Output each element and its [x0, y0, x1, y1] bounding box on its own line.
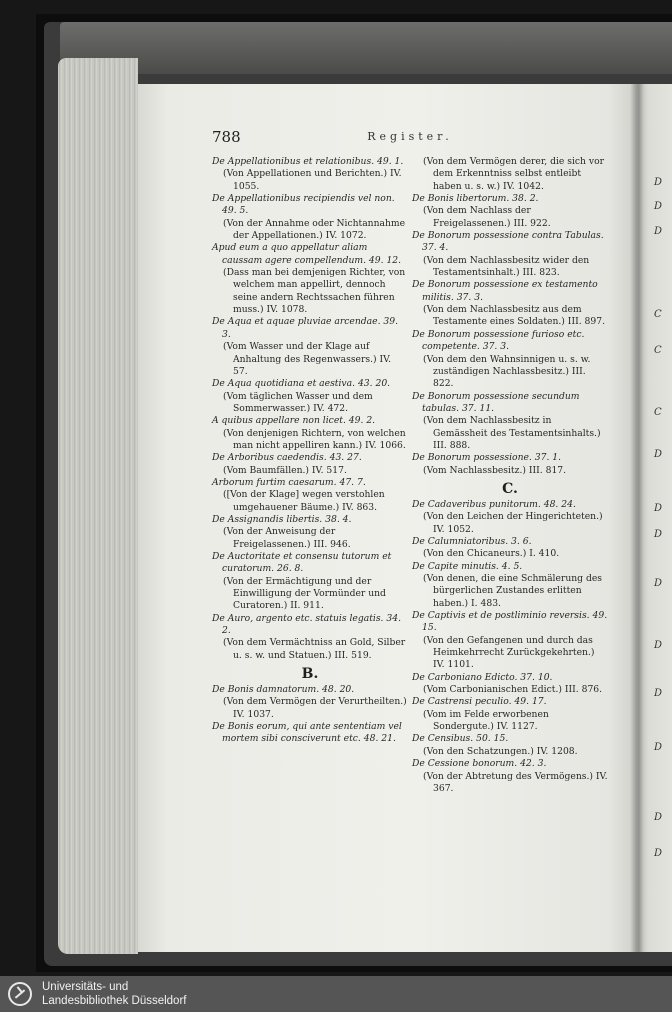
entry-title: De Bonorum possessione secundum tabulas. 37. 11.	[412, 390, 580, 414]
index-entry	[212, 477, 408, 514]
entry-title: De Cadaveribus punitorum. 48. 24.	[412, 498, 576, 510]
entry-translation: (Von dem Nachlassbesitz in Gemässheit des Testamentsinhalts.) III. 888.	[423, 415, 601, 451]
entry-title: De Carboniano Edicto. 37. 10.	[412, 671, 553, 683]
entry-translation: (Von dem Vermögen der Verurtheilten.) IV. 1037.	[223, 696, 407, 720]
entry-title: Arborum furtim caesarum. 47. 7.	[212, 476, 366, 488]
facing-page-fragment: D	[654, 529, 663, 540]
entry-title: De Arboribus caedendis. 43. 27.	[212, 452, 362, 464]
entry-title: Apud eum a quo appellatur aliam caussam agere compellendum. 49. 12.	[212, 242, 402, 266]
book-cover-top	[60, 22, 672, 74]
facing-page-fragment: D	[654, 201, 663, 212]
index-entry	[212, 452, 408, 477]
library-name	[42, 980, 186, 1008]
entry-title: De Castrensi peculio. 49. 17.	[412, 696, 547, 708]
entry-translation: (Von dem Nachlassbesitz wider den Testamentsinhalt.) III. 823.	[423, 254, 590, 279]
index-entry	[212, 514, 408, 551]
index-entry	[212, 193, 408, 242]
facing-page-fragment: D	[654, 226, 663, 237]
index-entry	[412, 329, 608, 391]
entry-translation: (Vom Wasser und der Klage auf Anhaltung des Regenwassers.) IV. 57.	[223, 341, 392, 377]
entry-translation: (Von den Schatzungen.) IV. 1208.	[423, 745, 578, 757]
index-entry	[212, 613, 408, 662]
library-name-line1: Universitäts- und	[42, 981, 129, 993]
entry-translation: (Von der Anweisung der Freigelassenen.) III. 946.	[223, 526, 351, 550]
index-entry	[412, 391, 608, 453]
index-entry	[412, 452, 608, 477]
index-entry	[412, 610, 608, 672]
entry-title: De Assignandis libertis. 38. 4.	[212, 513, 352, 525]
entry-translation: (Von der Abtretung des Vermögens.) IV. 367.	[423, 770, 608, 794]
entry-title: De Bonorum possessione furioso etc. competente. 37. 3.	[412, 328, 585, 353]
entry-title: De Censibus. 50. 15.	[412, 733, 509, 745]
book-gutter	[630, 84, 644, 952]
index-entry	[412, 696, 608, 733]
entry-translation: (Von denen, die eine Schmälerung des bürgerlichen Zustandes erlitten haben.) I. 483.	[423, 573, 602, 609]
index-entry	[412, 758, 608, 795]
entry-title: De Appellationibus recipiendis vel non. 49. 5.	[212, 193, 395, 217]
index-entry	[212, 156, 408, 193]
facing-page-fragment: C	[654, 309, 662, 320]
entry-title: De Bonorum possessione. 37. 1.	[412, 452, 562, 464]
facing-page-fragment: D	[654, 812, 663, 823]
entry-translation: (Vom im Felde erworbenen Sondergute.) IV. 1127.	[423, 708, 549, 733]
entry-translation: (Vom Carbonianischen Edict.) III. 876.	[423, 684, 603, 696]
entry-title: A quibus appellare non licet. 49. 2.	[212, 415, 376, 427]
facing-page-fragment: C	[654, 345, 662, 356]
entry-translation: (Vom Baumfällen.) IV. 517.	[223, 464, 347, 476]
index-entry	[412, 561, 608, 610]
facing-page-fragment: D	[654, 503, 663, 514]
entry-translation: (Von den Gefangenen und durch das Heimkehrrecht Zurückgekehrten.) IV. 1101.	[423, 634, 595, 671]
library-name-line2: Landesbibliothek Düsseldorf	[42, 995, 187, 1007]
entry-title: De Calumniatoribus. 3. 6.	[412, 535, 532, 547]
page-number: 788	[212, 128, 241, 146]
index-entry	[412, 733, 608, 758]
library-footer	[0, 976, 672, 1012]
entry-translation: (Von den Chicaneurs.) I. 410.	[423, 548, 560, 560]
section-letter: C.	[502, 480, 518, 497]
index-column-left	[212, 156, 408, 746]
entry-title: De Appellationibus et relationibus. 49. 1.	[212, 156, 404, 167]
entry-translation: (Von dem Nachlass der Freigelassenen.) III. 922.	[423, 205, 551, 229]
facing-page-fragment: D	[654, 177, 663, 188]
entry-translation: (Vom Nachlassbesitz.) III. 817.	[423, 464, 567, 476]
facing-page-fragment: C	[654, 407, 662, 418]
entry-title: De Bonorum possessione contra Tabulas. 37. 4.	[412, 230, 604, 254]
index-entry	[212, 415, 408, 452]
entry-title: De Auro, argento etc. statuis legatis. 34. 2.	[212, 612, 402, 637]
entry-title: De Auctoritate et consensu tutorum et curatorum. 26. 8.	[212, 551, 392, 575]
index-column-right	[412, 156, 608, 795]
index-entry	[412, 230, 608, 279]
entry-translation: (Von dem den Wahnsinnigen u. s. w. zuständigen Nachlassbesitz.) III. 822.	[423, 353, 591, 390]
entry-title: De Cessione bonorum. 42. 3.	[412, 758, 547, 770]
index-entry	[212, 378, 408, 415]
entry-translation: (Von der Annahme oder Nichtannahme der Appellationen.) IV. 1072.	[223, 217, 406, 242]
index-entry	[412, 156, 608, 193]
facing-page-fragment: D	[654, 449, 663, 460]
entry-translation: (Von Appellationen und Berichten.) IV. 1055.	[223, 168, 402, 192]
index-entry	[212, 316, 408, 378]
entry-translation: (Dass man bei demjenigen Richter, von welchem man appellirt, dennoch seine andern Rechtssachen führen muss.) IV. 1078.	[223, 267, 406, 316]
entry-title: De Capite minutis. 4. 5.	[412, 560, 523, 572]
entry-title: De Aqua et aquae pluviae arcendae. 39. 3.	[212, 316, 399, 340]
entry-title: De Bonis libertorum. 38. 2.	[412, 193, 539, 205]
entry-title: De Aqua quotidiana et aestiva. 43. 20.	[212, 378, 391, 390]
entry-translation: ([Von der Klage] wegen verstohlen umgehauener Bäume.) IV. 863.	[223, 489, 385, 513]
facing-page-fragment: D	[654, 688, 663, 699]
facing-page-fragment: D	[654, 742, 663, 753]
index-entry	[412, 499, 608, 536]
entry-title: De Bonorum possessione ex testamento militis. 37. 3.	[412, 279, 598, 303]
entry-title: De Bonis eorum, qui ante sententiam vel mortem sibi consciverunt etc. 48. 21.	[212, 721, 402, 745]
index-entry	[412, 193, 608, 230]
entry-translation: (Von dem Vermögen derer, die sich vor dem Erkenntniss selbst entleibt haben u. s. w.) IV. 1042.	[423, 156, 605, 192]
section-letter: B.	[301, 666, 319, 683]
page-block-edge	[58, 58, 138, 954]
facing-page-fragment: D	[654, 640, 663, 651]
entry-translation: (Von denjenigen Richtern, von welchen man nicht appelliren kann.) IV. 1066.	[223, 427, 406, 451]
entry-title: De Bonis damnatorum. 48. 20.	[212, 684, 355, 696]
index-entry	[212, 551, 408, 613]
index-entry	[212, 721, 408, 746]
index-entry	[412, 536, 608, 561]
entry-title: De Captivis et de postliminio reversis. 49. 15.	[412, 610, 608, 634]
index-entry	[412, 279, 608, 328]
entry-translation: (Von den Leichen der Hingerichteten.) IV. 1052.	[423, 511, 603, 535]
running-title: Register.	[367, 130, 453, 143]
library-logo-icon	[8, 982, 32, 1006]
page-header	[212, 128, 608, 150]
entry-translation: (Von dem Nachlassbesitz aus dem Testamente eines Soldaten.) III. 897.	[423, 304, 605, 328]
index-entry	[212, 684, 408, 721]
entry-translation: (Von der Ermächtigung und der Einwilligung der Vormünder und Curatoren.) II. 911.	[223, 575, 386, 612]
entry-translation: (Vom täglichen Wasser und dem Sommerwasser.) IV. 472.	[223, 390, 373, 414]
index-entry	[412, 672, 608, 697]
index-entry	[212, 242, 408, 316]
entry-translation: (Von dem Vermächtniss an Gold, Silber u. s. w. und Statuen.) III. 519.	[223, 637, 406, 661]
facing-page-fragment: D	[654, 848, 663, 859]
facing-page-fragment: D	[654, 578, 663, 589]
